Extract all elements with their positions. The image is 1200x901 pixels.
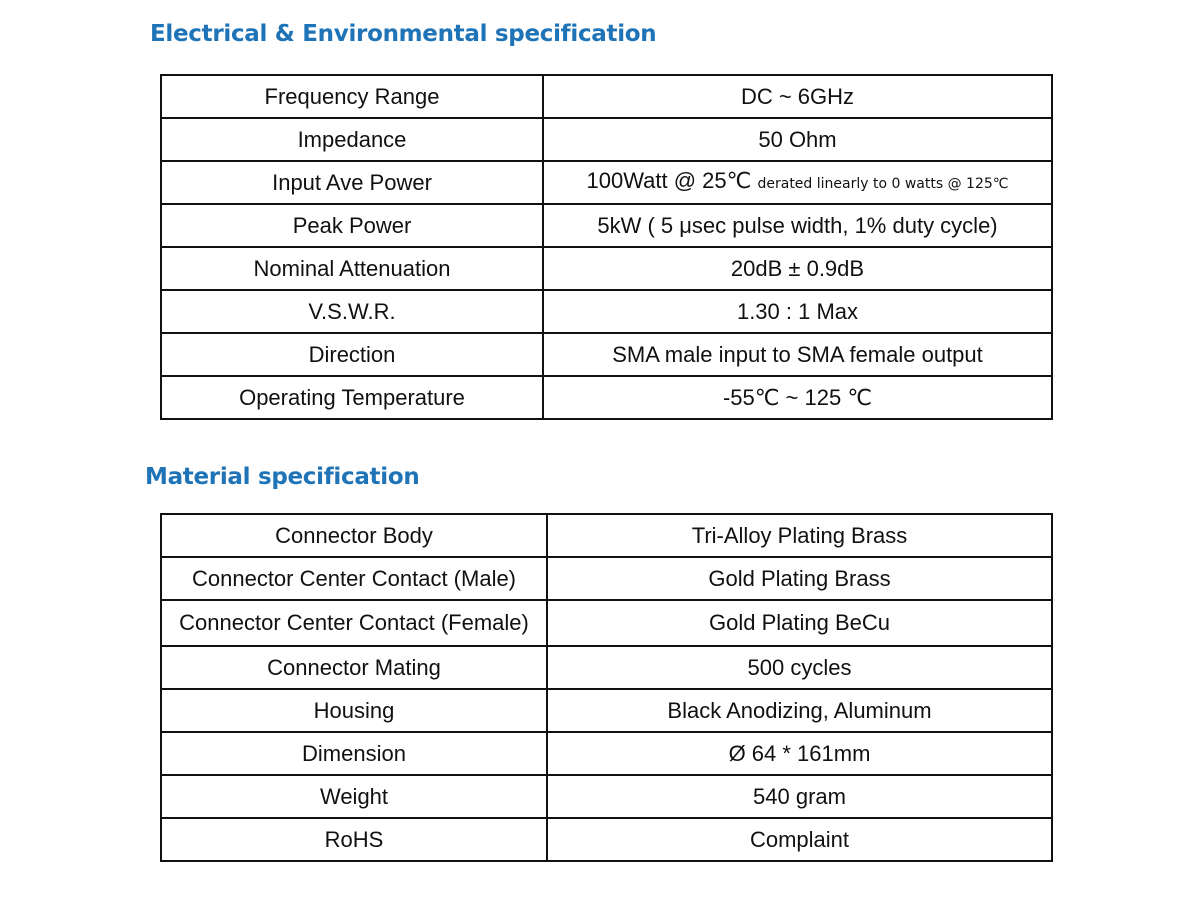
spec-label-peak-power: Peak Power: [161, 204, 543, 247]
table-row: [161, 376, 1052, 419]
spec-value-direction: SMA male input to SMA female output: [543, 333, 1052, 376]
spec-value-operating-temperature: -55℃ ~ 125 ℃: [543, 376, 1052, 419]
spec-label-center-contact-female: Connector Center Contact (Female): [161, 600, 547, 646]
table-row: [161, 247, 1052, 290]
electrical-spec-title: Electrical & Environmental specification: [150, 21, 657, 47]
spec-label-impedance: Impedance: [161, 118, 543, 161]
table-row: [161, 818, 1052, 861]
spec-value-nominal-attenuation: 20dB ± 0.9dB: [543, 247, 1052, 290]
spec-value-input-ave-power-cell: [543, 161, 1052, 204]
spec-label-input-ave-power: Input Ave Power: [161, 161, 543, 204]
spec-label-vswr: V.S.W.R.: [161, 290, 543, 333]
table-row: [161, 75, 1052, 118]
spec-label-dimension: Dimension: [161, 732, 547, 775]
spec-value-housing: Black Anodizing, Aluminum: [547, 689, 1052, 732]
spec-value-connector-mating: 500 cycles: [547, 646, 1052, 689]
spec-label-rohs: RoHS: [161, 818, 547, 861]
spec-label-direction: Direction: [161, 333, 543, 376]
spec-value-input-ave-power-note: derated linearly to 0 watts @ 125℃: [757, 176, 1009, 192]
spec-value-peak-power: 5kW ( 5 μsec pulse width, 1% duty cycle): [543, 204, 1052, 247]
table-row: [161, 161, 1052, 204]
table-row: [161, 118, 1052, 161]
spec-label-housing: Housing: [161, 689, 547, 732]
table-row: [161, 557, 1052, 600]
table-row: [161, 333, 1052, 376]
table-row: [161, 732, 1052, 775]
spec-label-center-contact-male: Connector Center Contact (Male): [161, 557, 547, 600]
spec-value-input-ave-power: 100Watt @ 25℃: [586, 168, 752, 193]
spec-value-center-contact-male: Gold Plating Brass: [547, 557, 1052, 600]
spec-label-nominal-attenuation: Nominal Attenuation: [161, 247, 543, 290]
spec-value-rohs: Complaint: [547, 818, 1052, 861]
table-row: [161, 689, 1052, 732]
spec-label-weight: Weight: [161, 775, 547, 818]
material-spec-title: Material specification: [145, 464, 420, 490]
table-row: [161, 204, 1052, 247]
material-spec-table: [160, 513, 1053, 862]
spec-label-operating-temperature: Operating Temperature: [161, 376, 543, 419]
spec-label-frequency-range: Frequency Range: [161, 75, 543, 118]
electrical-spec-table: [160, 74, 1053, 420]
table-row: [161, 290, 1052, 333]
spec-value-weight: 540 gram: [547, 775, 1052, 818]
table-row: [161, 514, 1052, 557]
table-row: [161, 775, 1052, 818]
spec-label-connector-body: Connector Body: [161, 514, 547, 557]
table-row: [161, 646, 1052, 689]
spec-label-connector-mating: Connector Mating: [161, 646, 547, 689]
spec-value-dimension: Ø 64 * 161mm: [547, 732, 1052, 775]
table-row: [161, 600, 1052, 646]
spec-value-connector-body: Tri-Alloy Plating Brass: [547, 514, 1052, 557]
spec-value-center-contact-female: Gold Plating BeCu: [547, 600, 1052, 646]
spec-value-frequency-range: DC ~ 6GHz: [543, 75, 1052, 118]
spec-value-impedance: 50 Ohm: [543, 118, 1052, 161]
spec-value-vswr: 1.30 : 1 Max: [543, 290, 1052, 333]
